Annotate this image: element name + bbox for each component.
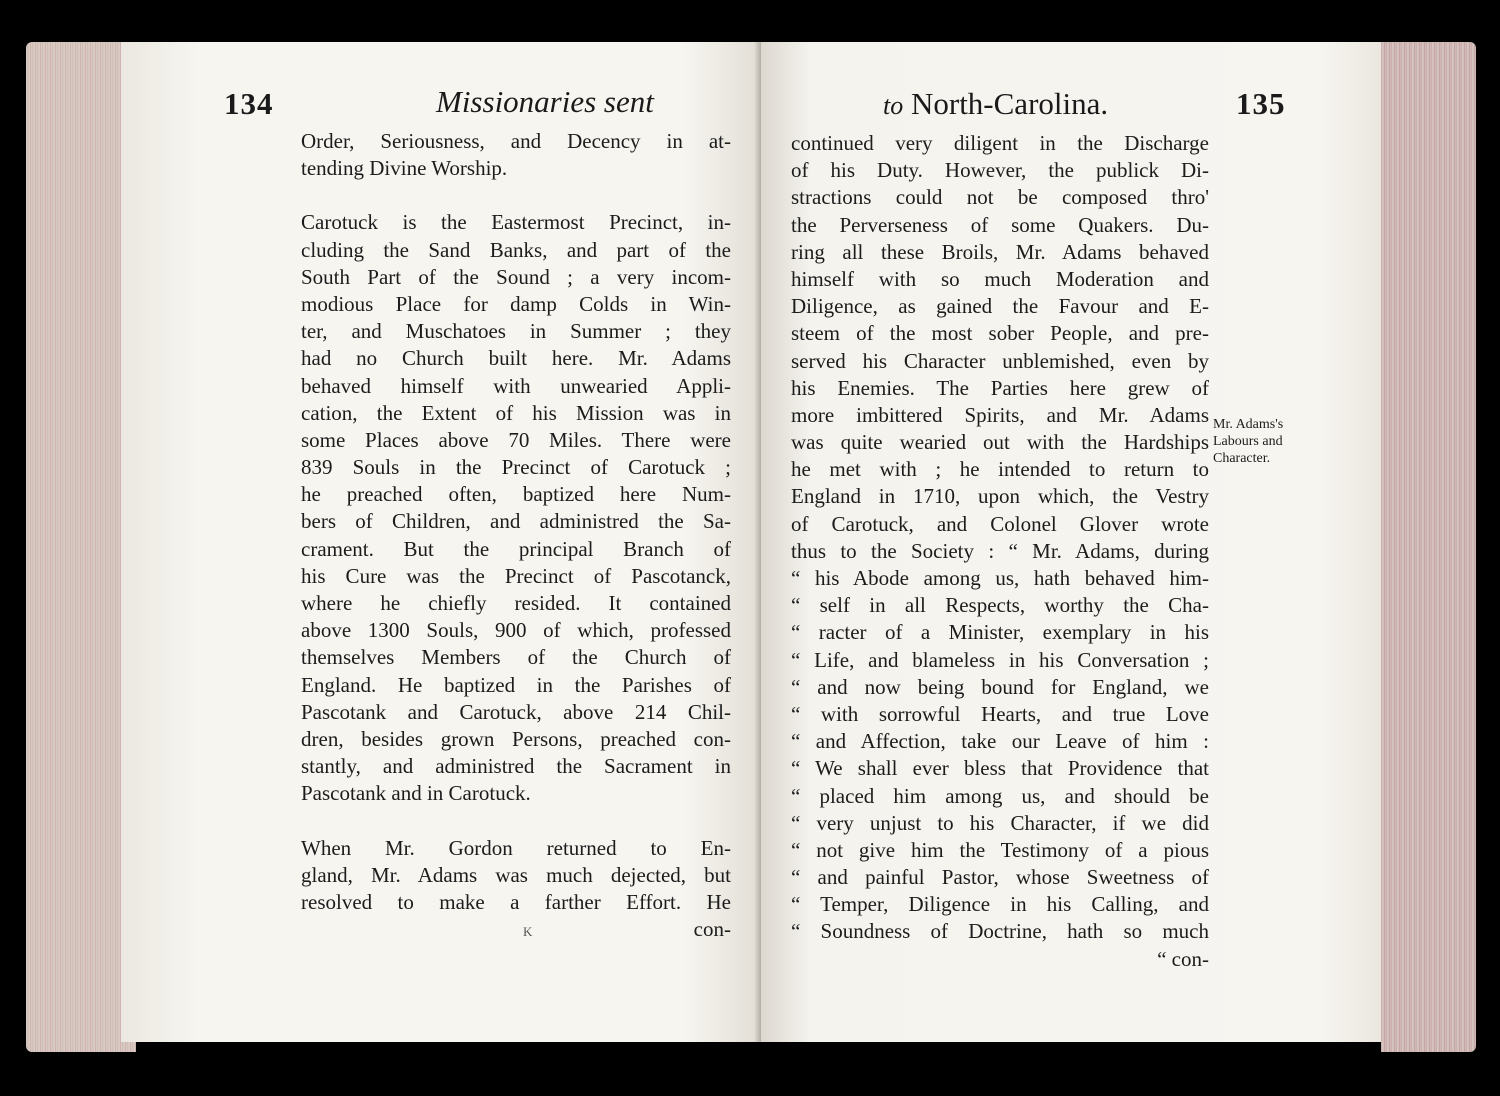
text-line: “ and painful Pastor, whose Sweetness of <box>791 865 1209 890</box>
text-line: served his Character unblemished, even by <box>791 348 1209 373</box>
left-page-edges <box>26 42 136 1052</box>
text-line: behaved himself with unwearied Appli- <box>301 373 731 398</box>
text-line: “ placed him among us, and should be <box>791 783 1209 808</box>
text-line: “ his Abode among us, hath behaved him- <box>791 566 1209 590</box>
text-line: himself with so much Moderation and <box>791 266 1209 291</box>
text-line: some Places above 70 Miles. There were <box>301 427 731 452</box>
signature-mark: K <box>523 924 533 939</box>
text-line: resolved to make a farther Effort. He <box>301 889 731 914</box>
text-line: Pascotank and in Carotuck. <box>301 781 531 806</box>
text-line: he preached often, baptized here Num- <box>301 482 731 507</box>
marginal-note-line: Mr. Adams's <box>1213 417 1284 432</box>
text-line: cation, the Extent of his Mission was in <box>301 400 731 425</box>
marginal-note-line: Labours and <box>1213 434 1283 449</box>
text-line: continued very diligent in the Discharge <box>791 131 1209 155</box>
text-line: South Part of the Sound ; a very incom- <box>301 264 731 289</box>
text-line: the Perverseness of some Quakers. Du- <box>791 212 1209 237</box>
right-page <box>761 42 1381 1042</box>
text-line: his Enemies. The Parties here grew of <box>791 375 1209 400</box>
text-line: “ Temper, Diligence in his Calling, and <box>791 892 1209 917</box>
text-line: Diligence, as gained the Favour and E- <box>791 294 1209 319</box>
text-line: “ not give him the Testimony of a pious <box>791 837 1209 862</box>
text-line: 839 Souls in the Precinct of Carotuck ; <box>301 455 731 480</box>
text-line: Order, Seriousness, and Decency in at- <box>301 129 731 153</box>
text-line: “ self in all Respects, worthy the Cha- <box>791 593 1209 618</box>
text-line: “ with sorrowful Hearts, and true Love <box>791 701 1209 726</box>
text-line: “ Soundness of Doctrine, hath so much <box>791 919 1209 944</box>
running-head-left: Missionaries sent <box>436 84 654 119</box>
marginal-note <box>1213 416 1303 467</box>
marginal-note-line: Character. <box>1213 451 1271 466</box>
text-line: cluding the Sand Banks, and part of the <box>301 237 731 262</box>
text-line: was quite wearied out with the Hardships <box>791 430 1209 455</box>
text-line: crament. But the principal Branch of <box>301 536 731 561</box>
text-line: of Carotuck, and Colonel Glover wrote <box>791 511 1209 536</box>
text-line: “ and Affection, take our Leave of him : <box>791 729 1209 754</box>
text-line: England in 1710, upon which, the Vestry <box>791 484 1209 509</box>
text-line: bers of Children, and administred the Sa- <box>301 509 731 534</box>
text-line: of his Duty. However, the publick Di- <box>791 158 1209 183</box>
paragraph-gap <box>301 808 731 835</box>
text-line: “ and now being bound for England, we <box>791 674 1209 699</box>
text-line: “ very unjust to his Character, if we did <box>791 810 1209 835</box>
text-line: steem of the most sober People, and pre- <box>791 321 1209 346</box>
page-number-left: 134 <box>224 86 274 121</box>
running-head-right <box>883 86 1108 122</box>
text-line: above 1300 Souls, 900 of which, professed <box>301 618 731 643</box>
running-head-prefix: to <box>883 91 904 120</box>
text-line: Pascotank and Carotuck, above 214 Chil- <box>301 699 731 724</box>
text-line: modious Place for damp Colds in Win- <box>301 291 731 316</box>
text-line: stantly, and administred the Sacrament in <box>301 754 731 779</box>
right-page-body <box>791 130 1209 973</box>
text-line: stractions could not be composed thro' <box>791 185 1209 210</box>
paragraph-gap <box>301 182 731 209</box>
text-line: his Cure was the Precinct of Pascotanck, <box>301 563 731 588</box>
text-line: thus to the Society : “ Mr. Adams, during <box>791 538 1209 563</box>
open-book <box>26 34 1476 1064</box>
running-head-title: North-Carolina. <box>910 86 1109 121</box>
left-page <box>121 42 761 1042</box>
left-page-body <box>301 128 731 943</box>
text-line: more imbittered Spirits, and Mr. Adams <box>791 402 1209 427</box>
text-line: con- <box>693 917 731 942</box>
text-line: had no Church built here. Mr. Adams <box>301 346 731 371</box>
text-line: When Mr. Gordon returned to En- <box>301 835 731 860</box>
text-line: gland, Mr. Adams was much dejected, but <box>301 862 731 887</box>
text-line: themselves Members of the Church of <box>301 645 731 670</box>
text-line: he met with ; he intended to return to <box>791 457 1209 482</box>
text-line: Carotuck is the Eastermost Precinct, in- <box>301 210 731 235</box>
text-line: “ racter of a Minister, exemplary in his <box>791 620 1209 645</box>
right-page-edges <box>1381 42 1476 1052</box>
text-line: “ We shall ever bless that Providence that <box>791 756 1209 781</box>
text-line: “ Life, and blameless in his Conversation ; <box>791 647 1209 672</box>
text-line: tending Divine Worship. <box>301 156 508 181</box>
text-line: “ con- <box>1157 946 1209 971</box>
text-line: ring all these Broils, Mr. Adams behaved <box>791 239 1209 264</box>
page-number-right: 135 <box>1236 86 1286 121</box>
text-line: where he chiefly resided. It contained <box>301 591 731 615</box>
text-line: England. He baptized in the Parishes of <box>301 672 731 697</box>
text-line: ter, and Muschatoes in Summer ; they <box>301 319 731 344</box>
text-line: dren, besides grown Persons, preached con- <box>301 726 731 751</box>
